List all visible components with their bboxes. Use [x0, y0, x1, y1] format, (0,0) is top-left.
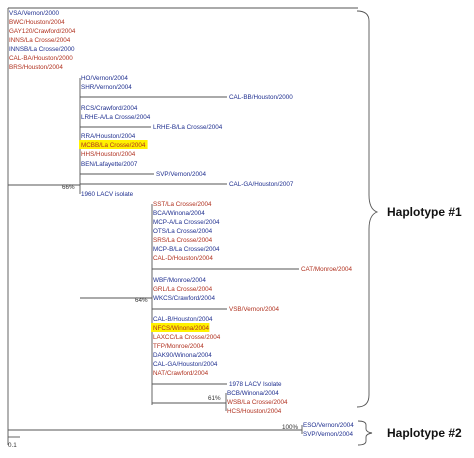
taxon-label: RCS/Crawford/2004 — [81, 105, 138, 112]
support-value-64: 64% — [135, 297, 148, 304]
taxon-label: BCB/Winona/2004 — [227, 390, 279, 397]
taxon-label: DAK90/Winona/2004 — [153, 352, 212, 359]
taxon-label: BEN/Lafayette/2007 — [81, 161, 138, 168]
taxon-label: SST/La Crosse/2004 — [153, 201, 212, 208]
taxon-label: INNSB/La Crosse/2000 — [9, 46, 75, 53]
taxon-label: GRL/La Crosse/2004 — [153, 286, 213, 293]
taxon-label: LRHE-B/La Crosse/2004 — [153, 124, 223, 131]
taxon-label: WSB/La Crosse/2004 — [227, 399, 288, 406]
taxon-labels — [9, 10, 354, 438]
taxon-label: MCP-A/La Crosse/2004 — [153, 219, 220, 226]
taxon-label: 1978 LACV Isolate — [229, 381, 282, 388]
haplotype-2-bracket — [358, 421, 372, 445]
taxon-label: HHS/Houston/2004 — [81, 151, 136, 158]
taxon-label: ESO/Vernon/2004 — [303, 422, 354, 429]
taxon-label: NAT/Crawford/2004 — [153, 370, 209, 377]
taxon-label: BCA/Winona/2004 — [153, 210, 205, 217]
taxon-label: VSA/Vernon/2000 — [9, 10, 60, 17]
haplotype-1-label: Haplotype #1 — [387, 205, 462, 219]
taxon-label: OTS/La Crosse/2004 — [153, 228, 213, 235]
taxon-label: RRA/Houston/2004 — [81, 133, 136, 140]
taxon-label: CAL-BA/Houston/2000 — [9, 55, 73, 62]
taxon-label: INNS/La Crosse/2004 — [9, 37, 71, 44]
taxon-label: 1960 LACV isolate — [81, 191, 134, 198]
taxon-label: SVP/Vernon/2004 — [303, 431, 354, 438]
taxon-label: SHR/Vernon/2004 — [81, 84, 132, 91]
support-value-100: 100% — [282, 424, 299, 431]
scale-bar-label: 0.1 — [8, 442, 17, 449]
taxon-label: SVP/Vernon/2004 — [156, 171, 207, 178]
taxon-label: WBF/Monroe/2004 — [153, 277, 206, 284]
haplotype-2-label: Haplotype #2 — [387, 426, 462, 440]
taxon-label: VSB/Vernon/2004 — [229, 306, 280, 313]
taxon-label: HCS/Houston/2004 — [227, 408, 282, 415]
taxon-label: CAL-BB/Houston/2000 — [229, 94, 293, 101]
tree-branches — [8, 8, 358, 445]
taxon-label: WKCS/Crawford/2004 — [153, 295, 215, 302]
taxon-label: CAL-GA/Houston/2007 — [229, 181, 294, 188]
taxon-label: MCP-B/La Crosse/2004 — [153, 246, 220, 253]
taxon-label: TFP/Monroe/2004 — [153, 343, 204, 350]
taxon-label: SRS/La Crosse/2004 — [153, 237, 213, 244]
taxon-label: CAT/Monroe/2004 — [301, 266, 352, 273]
taxon-label: MCBB/La Crosse/2004 — [81, 142, 146, 149]
taxon-label: NFCS/Winona/2004 — [153, 325, 209, 332]
taxon-label: GAY120/Crawford/2004 — [9, 28, 76, 35]
taxon-label: CAL-GA/Houston/2004 — [153, 361, 218, 368]
taxon-label: BWC/Houston/2004 — [9, 19, 65, 26]
taxon-label: CAL-B/Houston/2004 — [153, 316, 213, 323]
support-value-61: 61% — [208, 395, 221, 402]
taxon-label: LAXCC/La Crosse/2004 — [153, 334, 221, 341]
taxon-label: CAL-D/Houston/2004 — [153, 255, 213, 262]
taxon-label: BRS/Houston/2004 — [9, 64, 63, 71]
taxon-label: LRHE-A/La Crosse/2004 — [81, 114, 151, 121]
support-value-66: 66% — [62, 184, 75, 191]
haplotype-1-bracket — [357, 11, 377, 407]
taxon-label: HO/Vernon/2004 — [81, 75, 128, 82]
